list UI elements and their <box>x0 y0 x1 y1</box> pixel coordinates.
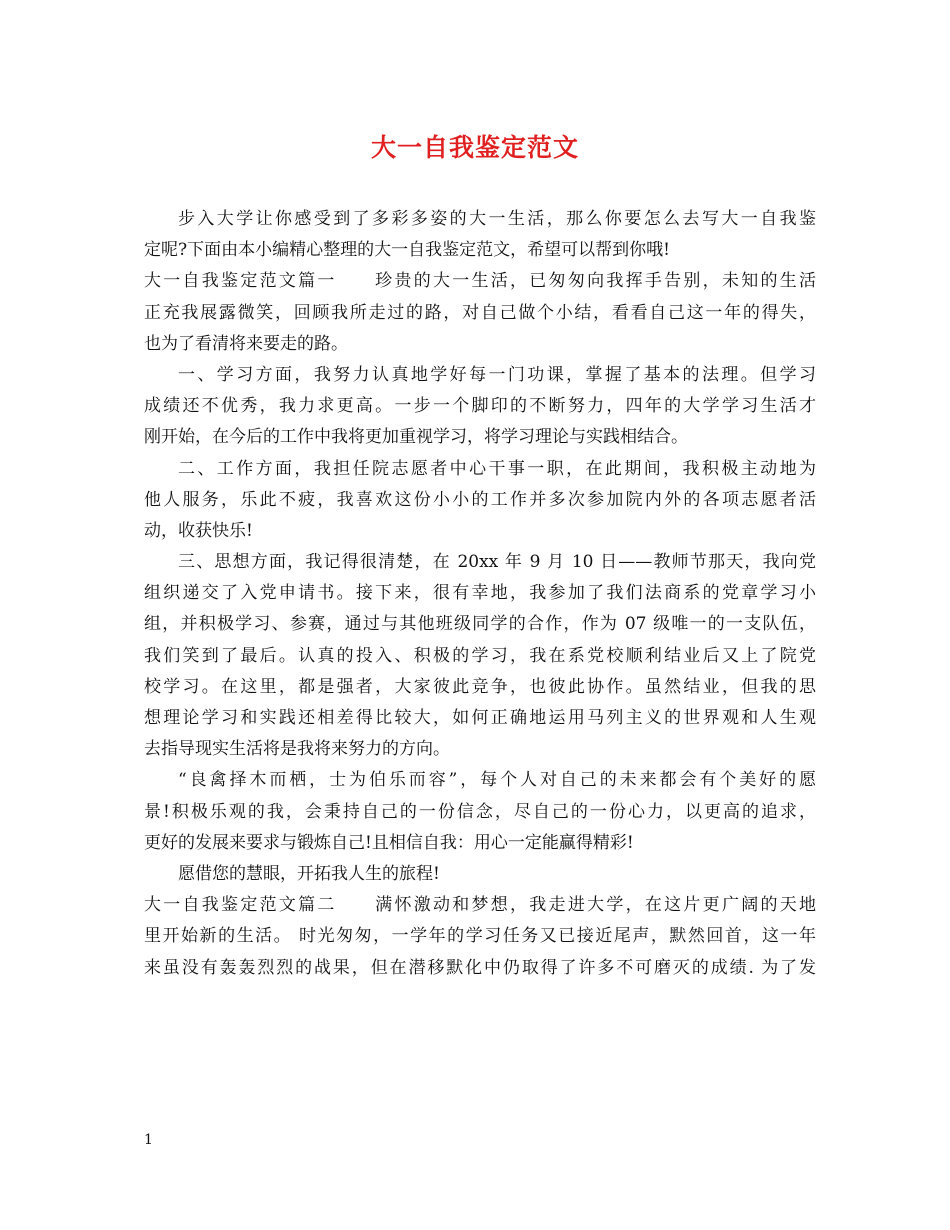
page-number: 1 <box>144 1132 153 1148</box>
text-line: “良禽择木而栖，士为伯乐而容”，每个人对自己的未来都会有个美好的愿 <box>178 770 816 791</box>
text-line: 步入大学让你感受到了多彩多姿的大一生活，那么你要怎么去写大一自我鉴 <box>178 209 816 229</box>
text-line: 刚开始，在今后的工作中我将更加重视学习，将学习理论与实践相结合。 <box>144 427 688 448</box>
text-line: 愿借您的慧眼，开拓我人生的旅程! <box>178 863 440 884</box>
text-line: 二、工作方面，我担任院志愿者中心干事一职，在此期间，我积极主动地为 <box>178 458 816 479</box>
text-line: 他人服务，乐此不疲，我喜欢这份小小的工作并多次参加院内外的各项志愿者活 <box>144 489 816 510</box>
text-line: 大一自我鉴定范文篇二 满怀激动和梦想，我走进大学，在这片更广阔的天地 <box>144 895 816 916</box>
text-line: 组，并积极学习、参赛，通过与其他班级同学的合作，作为 07 级唯一的一支队伍， <box>144 614 816 635</box>
text-line: 更好的发展来要求与锻炼自己!且相信自我：用心一定能赢得精彩! <box>144 832 634 853</box>
document-body <box>144 204 816 984</box>
text-line: 校学习。在这里，都是强者，大家彼此竞争，也彼此协作。虽然结业，但我的思 <box>144 676 816 697</box>
text-line: 我们笑到了最后。认真的投入、积极的学习，我在系党校顺利结业后又上了院党 <box>144 645 816 666</box>
text-line: 成绩还不优秀，我力求更高。一步一个脚印的不断努力，四年的大学学习生活才 <box>144 396 816 417</box>
text-line: 动，收获快乐! <box>144 520 253 541</box>
text-line: 正充我展露微笑，回顾我所走过的路，对自己做个小结，看看自己这一年的得失， <box>144 302 816 323</box>
text-line: 里开始新的生活。 时光匆匆，一学年的学习任务又已接近尾声，默然回首，这一年 <box>144 926 816 947</box>
text-line: 一、学习方面，我努力认真地学好每一门功课，掌握了基本的法理。但学习 <box>178 364 816 385</box>
text-line: 景!积极乐观的我，会秉持自己的一份信念，尽自己的一份心力，以更高的追求， <box>144 801 816 822</box>
text-line: 想理论学习和实践还相差得比较大，如何正确地运用马列主义的世界观和人生观 <box>144 708 816 728</box>
page-title: 大一自我鉴定范文 <box>370 133 579 162</box>
text-line: 三、思想方面，我记得很清楚，在 20xx 年 9 月 10 日——教师节那天，我向党 <box>178 552 816 573</box>
text-line: 也为了看清将来要走的路。 <box>144 333 348 354</box>
text-line: 大一自我鉴定范文篇一 珍贵的大一生活，已匆匆向我挥手告别，未知的生活 <box>144 271 816 292</box>
text-line: 组织递交了入党申请书。接下来，很有幸地，我参加了我们法商系的党章学习小 <box>144 583 816 604</box>
text-line: 定呢?下面由本小编精心整理的大一自我鉴定范文，希望可以帮到你哦! <box>144 240 670 261</box>
text-line: 来虽没有轰轰烈烈的战果，但在潜移默化中仍取得了许多不可磨灭的成绩. 为了发 <box>144 957 816 978</box>
text-line: 去指导现实生活将是我将来努力的方向。 <box>144 739 450 760</box>
